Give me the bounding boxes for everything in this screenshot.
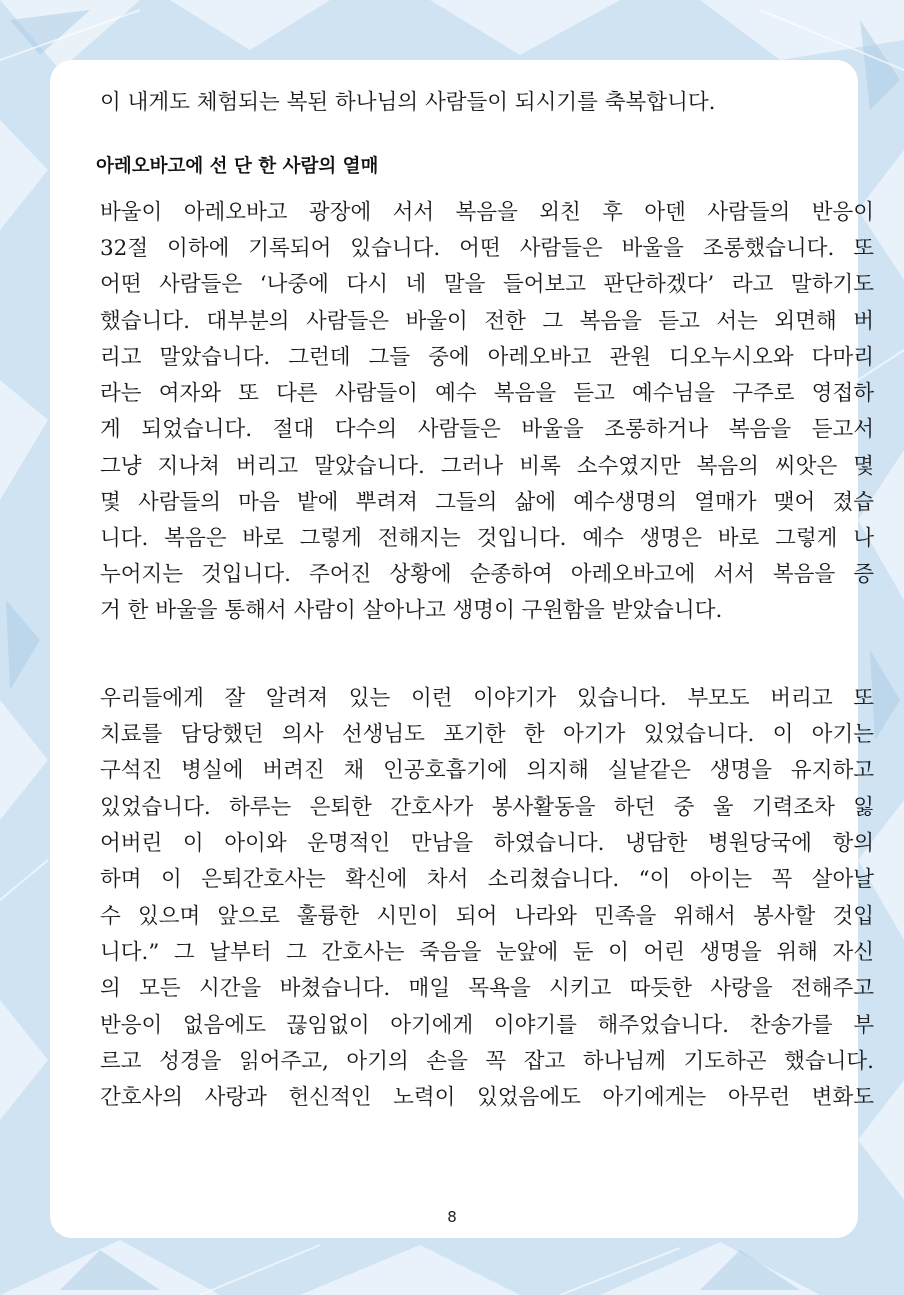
paragraph-line: 니다. 복음은 바로 그렇게 전해지는 것입니다. 예수 생명은 바로 그렇게 나 xyxy=(100,526,874,551)
paragraph-line: 거 한 바울을 통해서 사람이 살아나고 생명이 구원함을 받았습니다. xyxy=(100,598,723,623)
paragraph-line: 바울이 아레오바고 광장에 서서 복음을 외친 후 아덴 사람들의 반응이 xyxy=(100,200,874,225)
paragraph-line: 했습니다. 대부분의 사람들은 바울이 전한 그 복음을 듣고 서는 외면해 버 xyxy=(100,309,874,334)
paragraph-line: 구석진 병실에 버려진 채 인공호흡기에 의지해 실낱같은 생명을 유지하고 xyxy=(100,758,874,783)
paragraph-line: 간호사의 사랑과 헌신적인 노력이 있었음에도 아기에게는 아무런 변화도 xyxy=(100,1085,874,1110)
paragraph-line: 의 모든 시간을 바쳤습니다. 매일 목욕을 시키고 따듯한 사랑을 전해주고 xyxy=(100,976,874,1001)
paragraph-line: 리고 말았습니다. 그런데 그들 중에 아레오바고 관원 디오누시오와 다마리 xyxy=(100,345,874,370)
paragraph-line: 있었습니다. 하루는 은퇴한 간호사가 봉사활동을 하던 중 울 기력조차 잃 xyxy=(100,795,874,820)
paragraph-line: 게 되었습니다. 절대 다수의 사람들은 바울을 조롱하거나 복음을 듣고서 xyxy=(100,417,874,442)
paragraph-line: 반응이 없음에도 끊임없이 아기에게 이야기를 해주었습니다. 찬송가를 부 xyxy=(100,1013,874,1038)
paragraph-line: 수 있으며 앞으로 훌륭한 시민이 되어 나라와 민족을 위해서 봉사할 것입 xyxy=(100,904,874,929)
paragraph-line: 하며 이 은퇴간호사는 확신에 차서 소리쳤습니다. “이 아이는 꼭 살아날 xyxy=(100,867,874,892)
paragraph-line: 어버린 이 아이와 운명적인 만남을 하였습니다. 냉담한 병원당국에 항의 xyxy=(100,831,874,856)
paragraph-line: 그냥 지나쳐 버리고 말았습니다. 그러나 비록 소수였지만 복음의 씨앗은 몇 xyxy=(100,454,874,479)
paragraph-line: 라는 여자와 또 다른 사람들이 예수 복음을 듣고 예수님을 구주로 영접하 xyxy=(100,381,874,406)
page-number: 8 xyxy=(447,1208,457,1226)
paragraph-line: 니다.” 그 날부터 그 간호사는 죽음을 눈앞에 둔 이 어린 생명을 위해 자신 xyxy=(100,940,874,965)
paragraph-line: 르고 성경을 읽어주고, 아기의 손을 꼭 잡고 하나님께 기도하곤 했습니다. xyxy=(100,1049,874,1074)
paragraph-line: 누어지는 것입니다. 주어진 상황에 순종하여 아레오바고에 서서 복음을 증 xyxy=(100,562,874,587)
paragraph-line: 치료를 담당했던 의사 선생님도 포기한 한 아기가 있었습니다. 이 아기는 xyxy=(100,722,874,747)
section-heading: 아레오바고에 선 단 한 사람의 열매 xyxy=(96,156,379,177)
paragraph-line: 어떤 사람들은 ‘나중에 다시 네 말을 들어보고 판단하겠다’ 라고 말하기도 xyxy=(100,272,874,297)
paragraph-line: 우리들에게 잘 알려져 있는 이런 이야기가 있습니다. 부모도 버리고 또 xyxy=(100,686,874,711)
intro-line: 이 내게도 체험되는 복된 하나님의 사람들이 되시기를 축복합니다. xyxy=(100,90,716,115)
page-card xyxy=(50,60,874,1238)
paragraph-line: 32절 이하에 기록되어 있습니다. 어떤 사람들은 바울을 조롱했습니다. 또 xyxy=(100,236,874,261)
paragraph-line: 몇 사람들의 마음 밭에 뿌려져 그들의 삶에 예수생명의 열매가 맺어 졌습 xyxy=(100,490,874,515)
